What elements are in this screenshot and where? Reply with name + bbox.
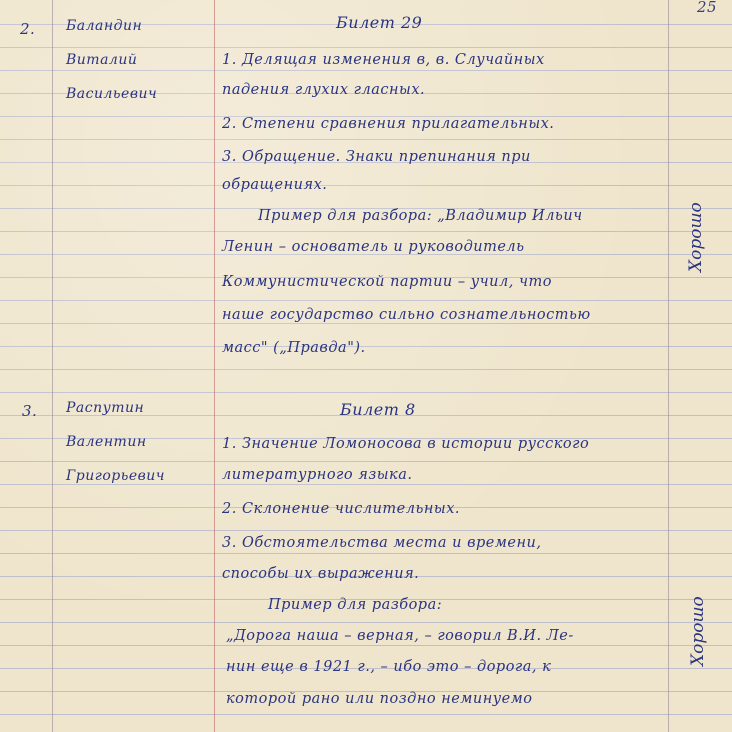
- question-line: падения глухих гласных.: [222, 82, 426, 98]
- question-line: 1. Значение Ломоносова в истории русского: [222, 436, 590, 452]
- ticket-title: Билет 8: [340, 400, 416, 419]
- student-patronymic: Васильевич: [66, 86, 158, 102]
- margin-rule-grade: [668, 0, 669, 732]
- question-line: литературного языка.: [222, 467, 413, 483]
- margin-rule-name: [214, 0, 215, 732]
- student-first-name: Виталий: [66, 52, 138, 68]
- example-line: Ленин – основатель и руководитель: [222, 239, 525, 255]
- example-line: нин еще в 1921 г., – ибо это – дорога, к: [226, 659, 552, 675]
- example-line: наше государство сильно сознательностью: [222, 307, 591, 323]
- margin-rule-number: [52, 0, 53, 732]
- question-line: 3. Обращение. Знаки препинания при: [222, 149, 531, 165]
- question-line: обращениях.: [222, 177, 328, 193]
- grade-mark: Хорошо: [686, 202, 706, 272]
- example-heading-line: Пример для разбора: „Владимир Ильич: [258, 208, 583, 224]
- question-line: 2. Склонение числительных.: [222, 501, 461, 517]
- question-line: 2. Степени сравнения прилагательных.: [222, 116, 555, 132]
- example-line: Коммунистической партии – учил, что: [222, 274, 552, 290]
- example-line: масс" („Правда").: [222, 340, 366, 356]
- entry-number: 3.: [22, 402, 38, 420]
- student-first-name: Валентин: [66, 434, 147, 450]
- entry-number: 2.: [20, 20, 36, 38]
- student-surname: Баландин: [66, 18, 143, 34]
- page-number: 25: [697, 0, 718, 16]
- question-line: 3. Обстоятельства места и времени,: [222, 535, 542, 551]
- question-line: способы их выражения.: [222, 566, 420, 582]
- question-line: 1. Делящая изменения в, в. Случайных: [222, 52, 545, 68]
- grade-mark: Хорошо: [688, 596, 708, 666]
- example-line: „Дорога наша – верная, – говорил В.И. Ле-: [226, 628, 574, 644]
- ticket-title: Билет 29: [336, 13, 423, 32]
- example-heading-line: Пример для разбора:: [268, 597, 443, 613]
- student-surname: Распутин: [66, 400, 145, 416]
- example-line: которой рано или поздно неминуемо: [226, 691, 533, 707]
- student-patronymic: Григорьевич: [66, 468, 165, 484]
